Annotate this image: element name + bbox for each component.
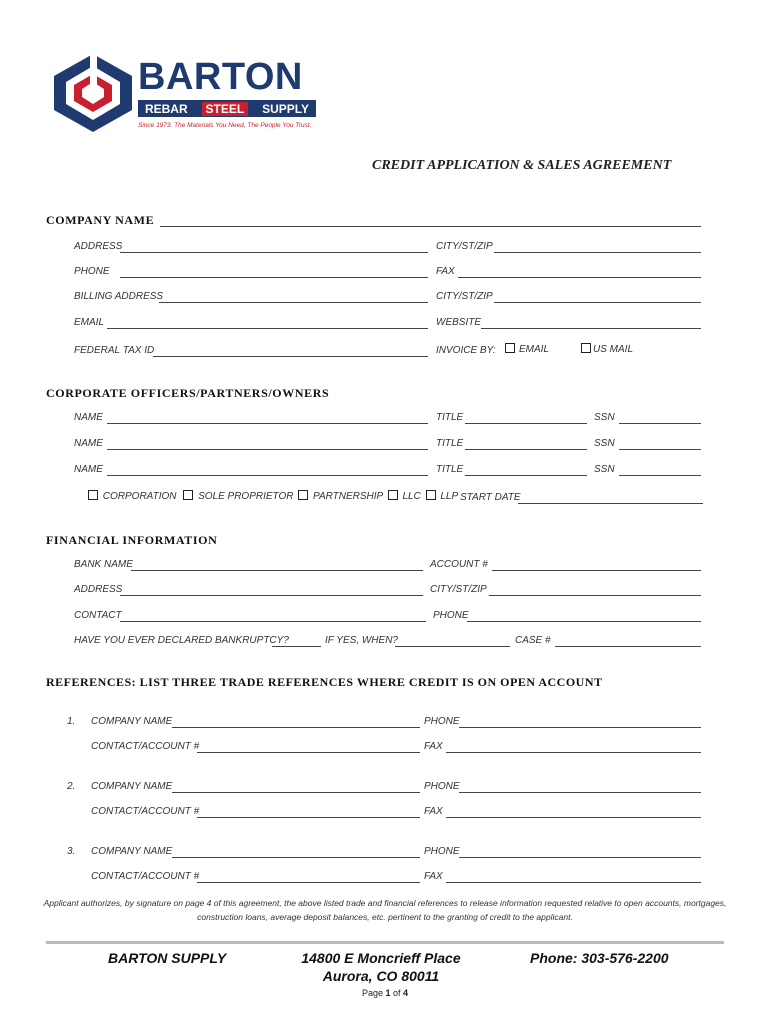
ref-contact-account-field[interactable] xyxy=(197,752,420,753)
address-label: ADDRESS xyxy=(74,241,123,252)
ref-fax-label: FAX xyxy=(424,871,443,882)
ref-fax-field[interactable] xyxy=(446,752,701,753)
website-field[interactable] xyxy=(481,328,701,329)
invoice-us-mail-label: US MAIL xyxy=(593,344,634,355)
entity-partnership-checkbox[interactable] xyxy=(298,490,308,500)
case-number-label: CASE # xyxy=(515,635,551,646)
footer-address-line1: 14800 E Moncrieff Place xyxy=(301,950,461,966)
entity-corporation-option[interactable] xyxy=(88,491,177,502)
page-of: of xyxy=(393,988,401,998)
logo-bar-word: STEEL xyxy=(202,102,249,116)
phone-label: PHONE xyxy=(74,266,110,277)
logo-bar-word: SUPPLY xyxy=(262,101,310,116)
officer-title-field[interactable] xyxy=(465,423,587,424)
start-date-field[interactable] xyxy=(518,503,703,504)
ref-company-name-label: COMPANY NAME xyxy=(91,716,173,727)
fax-field[interactable] xyxy=(458,277,701,278)
ref-company-name-label: COMPANY NAME xyxy=(91,846,173,857)
officer-name-label: NAME xyxy=(74,438,103,449)
account-label: ACCOUNT # xyxy=(430,559,488,570)
account-field[interactable] xyxy=(492,570,701,571)
invoice-email-option[interactable] xyxy=(505,343,549,355)
ref-contact-account-label: CONTACT/ACCOUNT # xyxy=(91,871,200,882)
invoice-us-mail-checkbox[interactable] xyxy=(581,343,591,353)
website-label: WEBSITE xyxy=(436,317,482,328)
entity-sole-proprietor-label: SOLE PROPRIETOR xyxy=(198,491,294,502)
ref-company-name-field[interactable] xyxy=(172,792,420,793)
officer-name-field[interactable] xyxy=(107,475,428,476)
ref-contact-account-label: CONTACT/ACCOUNT # xyxy=(91,741,200,752)
ref-contact-account-label: CONTACT/ACCOUNT # xyxy=(91,806,200,817)
bank-phone-field[interactable] xyxy=(467,621,701,622)
email-field[interactable] xyxy=(107,328,428,329)
ref-company-name-field[interactable] xyxy=(172,727,420,728)
fax-label: FAX xyxy=(436,266,455,277)
officer-ssn-field[interactable] xyxy=(619,475,701,476)
city-st-zip-label: CITY/ST/ZIP xyxy=(436,241,493,252)
logo-bar xyxy=(138,100,316,117)
logo-emblem-icon xyxy=(52,52,134,134)
officer-ssn-label: SSN xyxy=(594,412,615,423)
ref-fax-field[interactable] xyxy=(446,817,701,818)
ref-contact-account-field[interactable] xyxy=(197,817,420,818)
bankruptcy-label: HAVE YOU EVER DECLARED BANKRUPTCY? xyxy=(74,635,289,646)
ref-company-name-label: COMPANY NAME xyxy=(91,781,173,792)
ref-phone-field[interactable] xyxy=(459,857,701,858)
reference-number: 1. xyxy=(67,716,76,727)
ref-company-name-field[interactable] xyxy=(172,857,420,858)
officer-ssn-label: SSN xyxy=(594,464,615,475)
ref-phone-label: PHONE xyxy=(424,846,460,857)
ref-phone-field[interactable] xyxy=(459,792,701,793)
company-name-heading: COMPANY NAME xyxy=(46,213,155,227)
billing-address-field[interactable] xyxy=(159,302,428,303)
page-indicator xyxy=(335,988,435,998)
authorization-note: Applicant authorizes, by signature on page 4 of this agreement, the above listed trade and financial references to release information requested relative to open accounts, mortgages, construction loans, average deposit balances, etc. pertinent to the granting of credit to the applicant. xyxy=(43,898,727,922)
phone-field[interactable] xyxy=(120,277,428,278)
city-st-zip-field[interactable] xyxy=(494,252,701,253)
entity-sole-proprietor-checkbox[interactable] xyxy=(183,490,193,500)
billing-address-label: BILLING ADDRESS xyxy=(74,291,164,302)
footer-address-line2: Aurora, CO 80011 xyxy=(322,968,440,984)
ref-fax-label: FAX xyxy=(424,741,443,752)
invoice-email-checkbox[interactable] xyxy=(505,343,515,353)
entity-corporation-label: CORPORATION xyxy=(102,491,177,502)
reference-number: 3. xyxy=(67,846,76,857)
officer-ssn-label: SSN xyxy=(594,438,615,449)
billing-city-st-zip-field[interactable] xyxy=(494,302,701,303)
entity-type-row xyxy=(88,490,458,502)
logo-brand: BARTON xyxy=(138,56,303,98)
officer-name-field[interactable] xyxy=(107,449,428,450)
bank-contact-field[interactable] xyxy=(120,621,426,622)
federal-tax-id-field[interactable] xyxy=(153,356,428,357)
footer-phone: Phone: 303-576-2200 xyxy=(530,950,669,966)
barton-logo xyxy=(52,52,322,136)
bank-name-field[interactable] xyxy=(131,570,423,571)
officer-name-label: NAME xyxy=(74,412,103,423)
officer-ssn-field[interactable] xyxy=(619,423,701,424)
page-prefix: Page xyxy=(361,988,383,998)
officer-title-label: TITLE xyxy=(436,438,464,449)
financial-heading: FINANCIAL INFORMATION xyxy=(46,533,218,547)
reference-number: 2. xyxy=(67,781,76,792)
ref-phone-field[interactable] xyxy=(459,727,701,728)
page-number: 1 xyxy=(385,988,391,998)
bank-contact-label: CONTACT xyxy=(74,610,122,621)
bank-city-st-zip-field[interactable] xyxy=(489,595,701,596)
entity-corporation-checkbox[interactable] xyxy=(88,490,98,500)
entity-llc-checkbox[interactable] xyxy=(388,490,398,500)
officer-name-label: NAME xyxy=(74,464,103,475)
ref-contact-account-field[interactable] xyxy=(197,882,420,883)
references-heading: REFERENCES: LIST THREE TRADE REFERENCES WHERE CREDIT IS ON OPEN ACCOUNT xyxy=(46,675,603,689)
entity-llp-checkbox[interactable] xyxy=(426,490,436,500)
officers-heading: CORPORATE OFFICERS/PARTNERS/OWNERS xyxy=(46,386,330,400)
entity-sole-proprietor-option[interactable] xyxy=(183,491,293,502)
bank-phone-label: PHONE xyxy=(433,610,469,621)
bankruptcy-field[interactable] xyxy=(272,646,321,647)
entity-llp-option[interactable] xyxy=(426,491,459,502)
federal-tax-id-label: FEDERAL TAX ID xyxy=(74,345,155,356)
entity-llp-label: LLP xyxy=(440,491,459,502)
page-total: 4 xyxy=(403,988,409,998)
case-number-field[interactable] xyxy=(555,646,701,647)
bank-name-label: BANK NAME xyxy=(74,559,133,570)
company-name-field[interactable] xyxy=(160,226,701,227)
start-date-label: START DATE xyxy=(460,492,521,503)
officer-title-label: TITLE xyxy=(436,464,464,475)
logo-tagline: Since 1973. The Materials You Need, The People You Trust. xyxy=(138,122,312,129)
document-title: CREDIT APPLICATION & SALES AGREEMENT xyxy=(372,158,672,173)
officer-name-field[interactable] xyxy=(107,423,428,424)
officer-title-field[interactable] xyxy=(465,449,587,450)
ref-phone-label: PHONE xyxy=(424,716,460,727)
email-label: EMAIL xyxy=(74,317,105,328)
footer-company: BARTON SUPPLY xyxy=(108,950,227,966)
officer-ssn-field[interactable] xyxy=(619,449,701,450)
ref-fax-label: FAX xyxy=(424,806,443,817)
address-field[interactable] xyxy=(120,252,428,253)
entity-partnership-option[interactable] xyxy=(298,491,383,502)
billing-city-st-zip-label: CITY/ST/ZIP xyxy=(436,291,493,302)
invoice-email-label: EMAIL xyxy=(519,344,550,355)
footer-divider xyxy=(46,941,724,944)
officer-title-field[interactable] xyxy=(465,475,587,476)
logo-bar-word: REBAR xyxy=(144,101,188,116)
entity-llc-option[interactable] xyxy=(388,491,421,502)
officer-title-label: TITLE xyxy=(436,412,464,423)
bank-address-label: ADDRESS xyxy=(74,584,123,595)
entity-partnership-label: PARTNERSHIP xyxy=(313,491,383,502)
entity-llc-label: LLC xyxy=(402,491,421,502)
ref-fax-field[interactable] xyxy=(446,882,701,883)
ref-phone-label: PHONE xyxy=(424,781,460,792)
invoice-us-mail-option[interactable] xyxy=(581,343,633,355)
if-yes-when-label: IF YES, WHEN? xyxy=(325,635,398,646)
bank-city-st-zip-label: CITY/ST/ZIP xyxy=(430,584,487,595)
bank-address-field[interactable] xyxy=(120,595,423,596)
if-yes-when-field[interactable] xyxy=(395,646,510,647)
invoice-by-label: INVOICE BY: xyxy=(436,345,496,356)
